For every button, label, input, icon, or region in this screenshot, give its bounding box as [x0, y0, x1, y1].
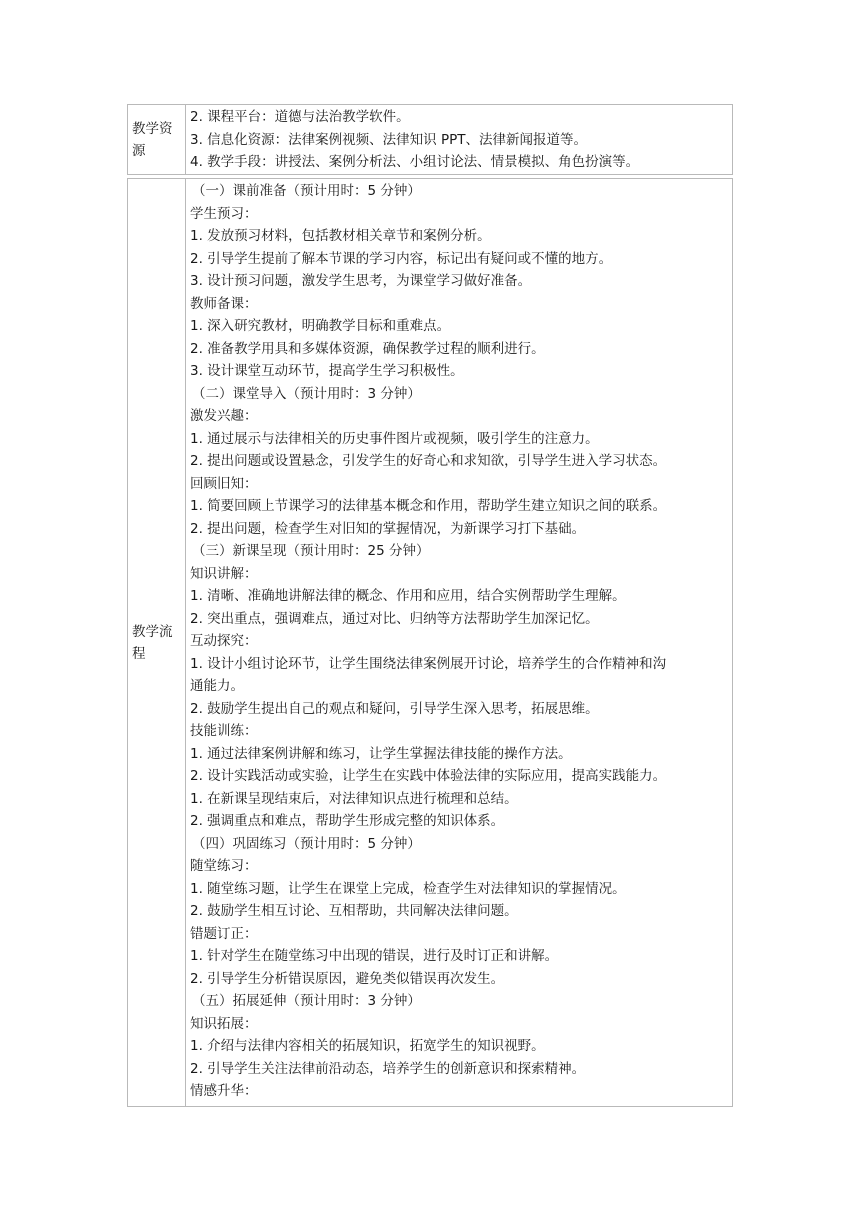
resources-line: 4. 教学手段：讲授法、案例分析法、小组讨论法、情景模拟、角色扮演等。	[190, 154, 640, 170]
process-line: 1. 介绍与法律内容相关的拓展知识，拓宽学生的知识视野。	[190, 1038, 545, 1054]
process-line: 1. 在新课呈现结束后，对法律知识点进行梳理和总结。	[190, 790, 518, 807]
process-row	[127, 178, 733, 1107]
resources-header-text: 教学资源	[132, 120, 173, 159]
process-line: 回顾旧知：	[190, 475, 258, 492]
process-line: 2. 引导学生分析错误原因，避免类似错误再次发生。	[190, 970, 505, 987]
process-line: 1. 通过展示与法律相关的历史事件图片或视频，吸引学生的注意力。	[190, 430, 599, 447]
process-line: 1. 通过法律案例讲解和练习，让学生掌握法律技能的操作方法。	[190, 745, 572, 762]
process-line: 1. 设计小组讨论环节，让学生围绕法律案例展开讨论，培养学生的合作精神和沟	[190, 655, 667, 672]
process-line: 2. 突出重点，强调难点，通过对比、归纳等方法帮助学生加深记忆。	[190, 610, 599, 627]
process-line: 2. 提出问题或设置悬念，引发学生的好奇心和求知欲，引导学生进入学习状态。	[190, 453, 667, 469]
process-line: 1. 针对学生在随堂练习中出现的错误，进行及时订正和讲解。	[190, 948, 559, 964]
process-line: （三）新课呈现（预计用时：25 分钟）	[192, 543, 430, 559]
resources-line: 3. 信息化资源：法律案例视频、法律知识 PPT、法律新闻报道等。	[190, 131, 587, 148]
process-line: 教师备课：	[190, 295, 258, 312]
process-line: 1. 随堂练习题，让学生在课堂上完成，检查学生对法律知识的掌握情况。	[190, 880, 626, 897]
process-line: 随堂练习：	[190, 858, 258, 874]
process-line: 通能力。	[190, 678, 244, 694]
process-line: 互动探究：	[190, 633, 258, 649]
process-line: 2. 提出问题，检查学生对旧知的掌握情况，为新课学习打下基础。	[190, 520, 586, 537]
process-line: （四）巩固练习（预计用时：5 分钟）	[192, 835, 421, 852]
process-line: 3. 设计课堂互动环节，提高学生学习积极性。	[190, 363, 464, 379]
resources-row	[127, 104, 733, 175]
process-line: 学生预习：	[190, 205, 258, 222]
process-line: 2. 强调重点和难点，帮助学生形成完整的知识体系。	[190, 813, 505, 829]
resources-header	[128, 105, 186, 174]
resources-line: 2. 课程平台：道德与法治教学软件。	[190, 109, 410, 125]
process-line: 2. 引导学生关注法律前沿动态，培养学生的创新意识和探索精神。	[190, 1060, 586, 1077]
lesson-plan-table	[127, 104, 733, 1107]
process-line: 2. 准备教学用具和多媒体资源，确保教学过程的顺利进行。	[190, 340, 545, 357]
process-line: 1. 发放预习材料，包括教材相关章节和案例分析。	[190, 228, 491, 244]
process-line: 情感升华：	[190, 1083, 258, 1099]
process-line: 错题订正：	[190, 925, 258, 942]
process-line: 1. 清晰、准确地讲解法律的概念、作用和应用，结合实例帮助学生理解。	[190, 588, 626, 604]
process-line: 1. 深入研究教材，明确教学目标和重难点。	[190, 318, 451, 334]
process-line: 知识讲解：	[190, 565, 258, 582]
process-line: 激发兴趣：	[190, 408, 258, 424]
process-line: 技能训练：	[190, 723, 258, 739]
process-line: 3. 设计预习问题，激发学生思考，为课堂学习做好准备。	[190, 273, 532, 289]
process-line: 2. 鼓励学生相互讨论、互相帮助，共同解决法律问题。	[190, 903, 518, 919]
process-line: 知识拓展：	[190, 1015, 258, 1032]
process-content	[186, 179, 732, 1106]
process-line: 2. 设计实践活动或实验，让学生在实践中体验法律的实际应用，提高实践能力。	[190, 768, 667, 784]
process-line: 1. 简要回顾上节课学习的法律基本概念和作用，帮助学生建立知识之间的联系。	[190, 498, 667, 514]
process-line: （五）拓展延伸（预计用时：3 分钟）	[192, 993, 421, 1009]
process-header	[128, 179, 186, 1106]
process-line: （二）课堂导入（预计用时：3 分钟）	[192, 385, 421, 402]
process-line: 2. 引导学生提前了解本节课的学习内容，标记出有疑问或不懂的地方。	[190, 250, 613, 267]
process-line: （一）课前准备（预计用时：5 分钟）	[192, 183, 421, 199]
process-line: 2. 鼓励学生提出自己的观点和疑问，引导学生深入思考，拓展思维。	[190, 700, 599, 717]
resources-content	[186, 105, 732, 174]
process-header-text: 教学流程	[132, 623, 173, 662]
